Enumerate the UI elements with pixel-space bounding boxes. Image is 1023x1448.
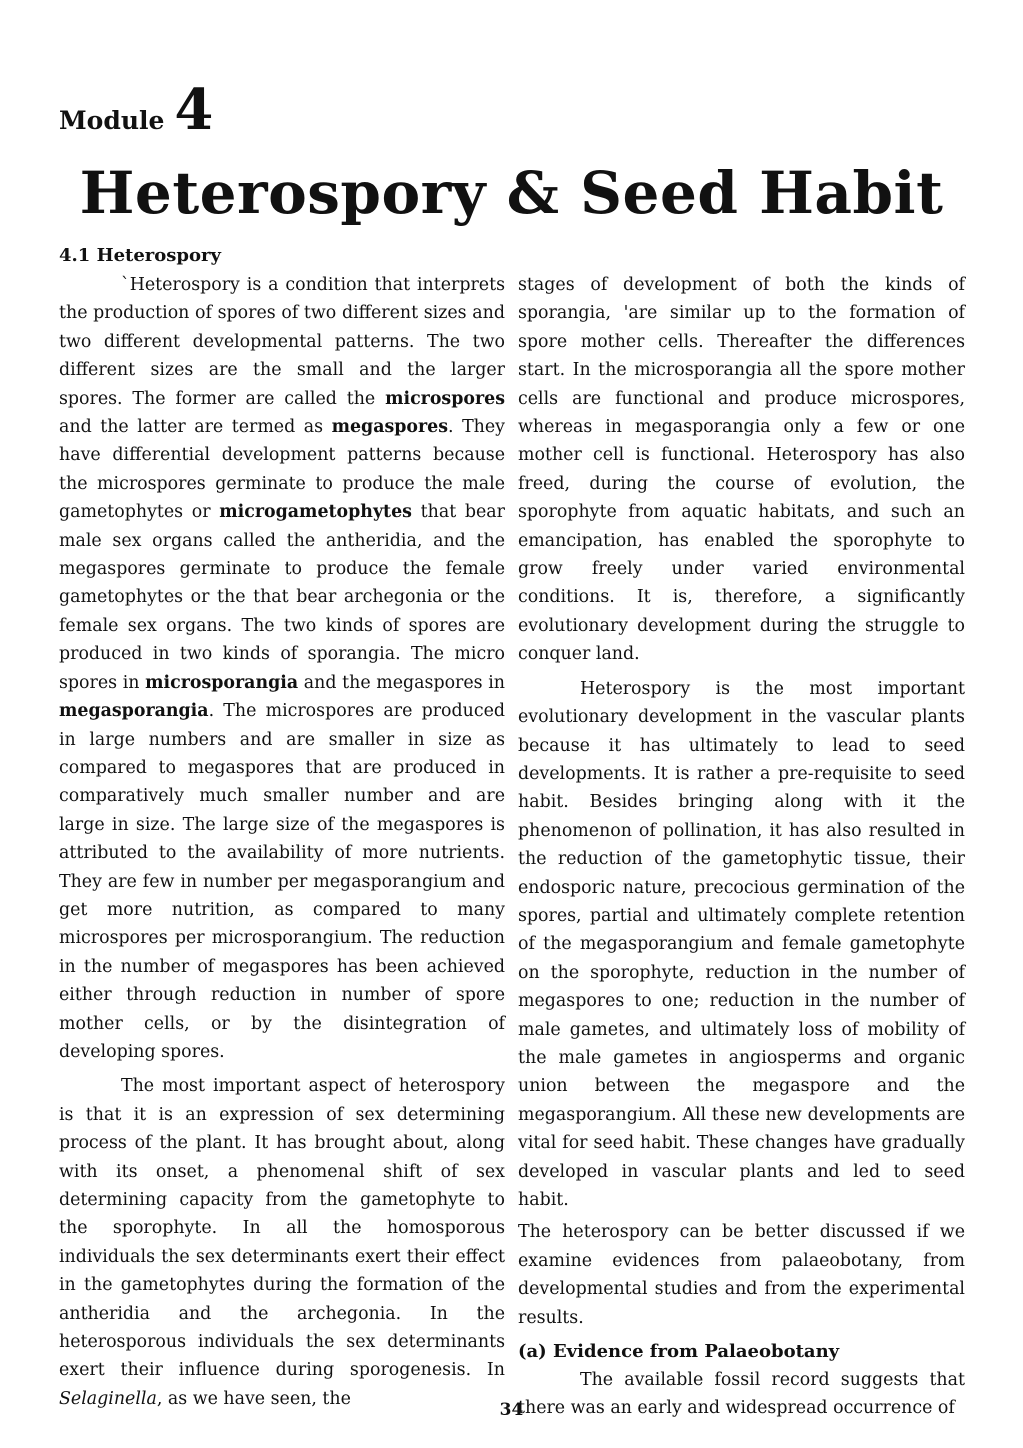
subsection-heading: (a) Evidence from Palaeobotany [518, 1341, 840, 1363]
right-paragraph-4: The available fossil record suggests that there was an early and widespread occurrence of [518, 1370, 965, 1419]
text-run: . The microspores are produced in large numbers and are smaller in size as compared to megaspores that are produced in comparatively much smaller number and are large in size. The large size of the megaspores is attributed to the availability of more nutrients. They are few in number per megasporangium and get more nutrition, as compared to many microspores per microsporangium. The reduction in the number of megaspores has been achieved either through reduction in number of spore mother cells, or by the disintegration of developing spores. [59, 701, 505, 1062]
page-number: 34 [499, 1400, 524, 1420]
term-microspores: microspores [385, 388, 505, 409]
right-paragraph-1: stages of development of both the kinds of sporangia, 'are similar up to the formation of spore mother cells. Thereafter the differences start. In the microsporangia all the spore mother cells are functional and produce microspores, whereas in megasporangia only a few or one mother cell is functional. Heterospory has also freed, during the course of evolution, the sporophyte from aquatic habitats, and such an emancipation, has enabled the sporophyte to grow freely under varied environmental conditions. It is, therefore, a significantly evolutionary development during the struggle to conquer land. [518, 275, 965, 665]
module-number: 4 [174, 77, 214, 143]
genus-selaginella: Selaginella [59, 1388, 157, 1409]
term-megaspores: megaspores [331, 417, 449, 438]
text-run: The most important aspect of heterospory is that it is an expression of sex determining process of the plant. It has brought about, along with its onset, a phenomenal shift of sex determining capacity from the gametophyte to the sporophyte. In all the homosporous individuals the sex determinants exert their effect in the gametophytes during the formation of the antheridia and the archegonia. In the heterosporous individuals the sex determinants exert their influence during sporogenesis. In [59, 1076, 505, 1381]
left-column [59, 271, 505, 1413]
text-run: that bear male sex organs called the antheridia, and the megaspores germinate to produce the female gametophytes or the that bear archegonia or the female sex organs. The two kinds of spores are produced in two kinds of sporangia. The micro spores in [59, 502, 505, 693]
text-run: , as we have seen, the [156, 1388, 351, 1409]
right-column [518, 271, 965, 1423]
text-run: `Heterospory is a condition that interprets the production of spores of two different sizes and two different developmental patterns. The two different sizes are the small and the larger spores. The former are called the [59, 275, 505, 409]
term-microgametophytes: microgametophytes [219, 502, 412, 523]
term-megasporangia: megasporangia [59, 701, 209, 722]
term-microsporangia: microsporangia [145, 672, 299, 693]
right-paragraph-2: Heterospory is the most important evolutionary development in the vascular plants because it has ultimately to lead to seed developments. It is rather a pre-requisite to seed habit. Besides bringing along with it the phenomenon of pollination, it has also resulted in the reduction of the gametophytic tissue, their endosporic nature, precocious germination of the spores, partial and ultimately complete retention of the megasporangium and female gametophyte on the sporophyte, reduction in the number of megaspores to one; reduction in the number of male gametes, and ultimately loss of mobility of the male gametes in angiosperms and organic union between the megaspore and the megasporangium. All these new developments are vital for seed habit. These changes have gradually developed in vascular plants and led to seed habit. [518, 678, 965, 1210]
module-word: Module [59, 106, 165, 135]
text-run: and the megaspores in [298, 672, 505, 693]
chapter-title: Heterospory & Seed Habit [79, 159, 944, 227]
text-run: . They have differential development patterns because the microspores germinate to produce the male gametophytes or [59, 417, 505, 523]
module-label [59, 77, 214, 143]
section-heading: 4.1 Heterospory [59, 245, 221, 266]
left-paragraph-1 [59, 271, 505, 1066]
text-run: and the latter are termed as [59, 417, 332, 438]
right-paragraph-3: The heterospory can be better discussed if we examine evidences from palaeobotany, from developmental studies and from the experimental results. [518, 1222, 965, 1328]
left-paragraph-2 [59, 1072, 505, 1413]
